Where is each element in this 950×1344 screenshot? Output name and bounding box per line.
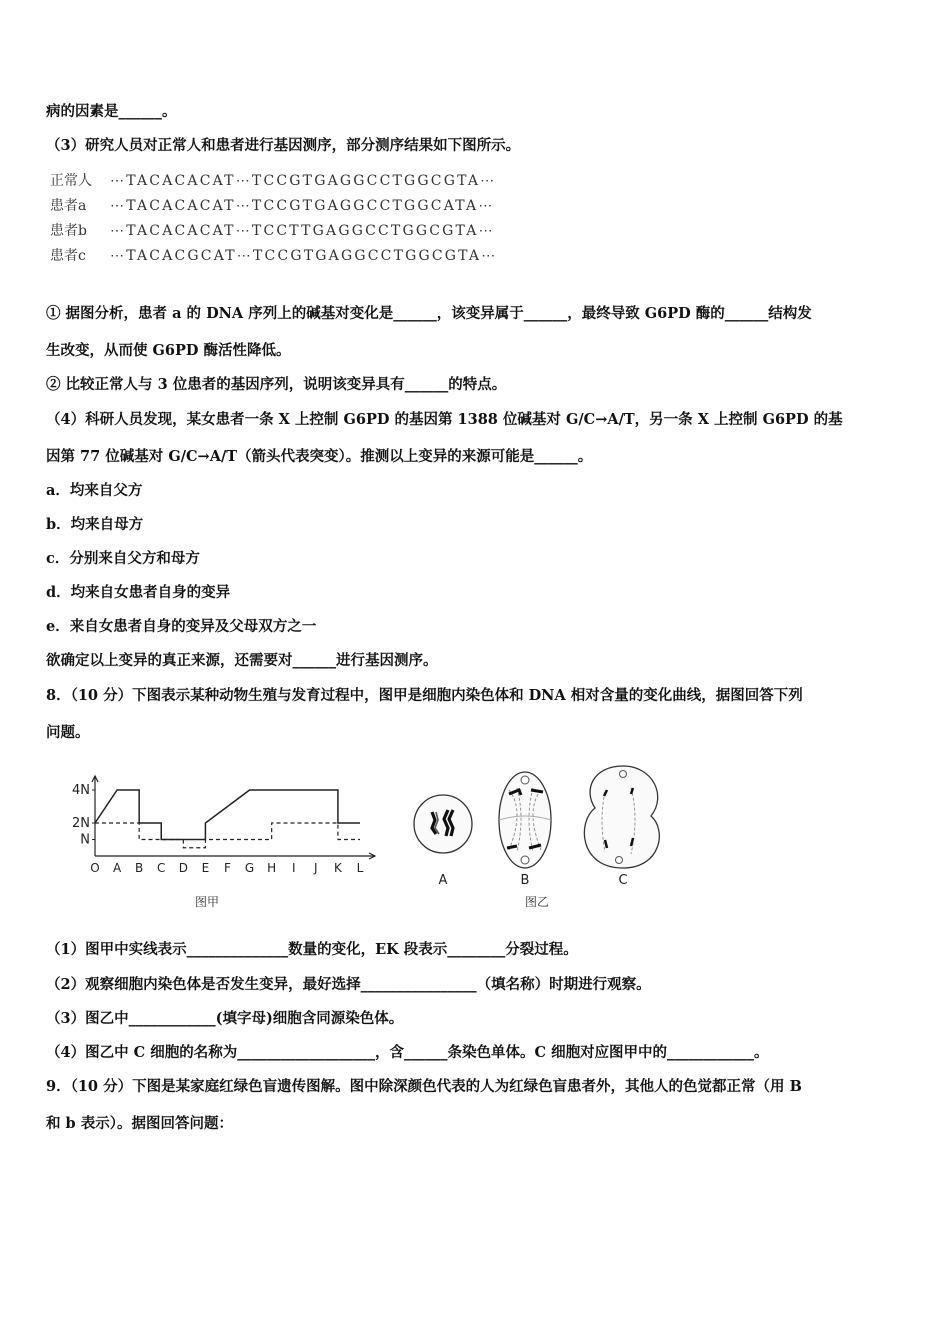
- cell-a: [414, 795, 472, 888]
- sequence-row: [50, 247, 497, 265]
- y-tick-label: N: [80, 832, 90, 848]
- question-8: 8．（10 分）下图表示某种动物生殖与发育过程中，图甲是细胞内染色体和 DNA 相对含量的变化曲线，据图回答下列: [46, 687, 803, 704]
- sequence-label: 患者a: [50, 198, 87, 214]
- text-line: 问题。: [46, 724, 90, 741]
- x-tick-label: L: [356, 861, 364, 875]
- option-e: e．来自女患者自身的变异及父母双方之一: [46, 618, 317, 635]
- cell-label-b: B: [520, 873, 530, 888]
- x-tick-label: I: [291, 861, 296, 875]
- x-tick-label: E: [201, 861, 210, 875]
- sequence-row: [50, 222, 495, 240]
- sequence-row: [50, 172, 496, 190]
- series-solid-line: [95, 790, 360, 840]
- sequence-value: ⋯TACACGCAT⋯TCCGTGAGGCCTGGCGTA⋯: [110, 248, 498, 264]
- text-line: （4）图乙中 C 细胞的名称为___________________，含______条染色单体。C 细胞对应图甲中的____________。: [46, 1044, 769, 1061]
- sequence-value: ⋯TACACACAT⋯TCCTTGAGGCCTGGCGTA⋯: [110, 223, 495, 239]
- text-line: （3）研究人员对正常人和患者进行基因测序，部分测序结果如下图所示。: [46, 137, 521, 154]
- text-line: （1）图甲中实线表示______________数量的变化，EK 段表示________分裂过程。: [46, 941, 578, 958]
- fig-yi: [405, 760, 670, 890]
- sequence-label: 患者b: [50, 223, 87, 239]
- series-dashed-line: [95, 823, 360, 848]
- chart-axes: [92, 776, 375, 859]
- option-b: b．均来自母方: [46, 516, 144, 533]
- option-d: d．均来自女患者自身的变异: [46, 584, 231, 601]
- x-tick-label: A: [112, 861, 122, 875]
- cell-c: [584, 766, 659, 888]
- chart-jia: [50, 768, 390, 883]
- cell-label-a: A: [438, 873, 448, 888]
- text-line: 生改变，从而使 G6PD 酶活性降低。: [46, 342, 291, 359]
- x-tick-label: B: [135, 861, 144, 875]
- option-a: a．均来自父方: [46, 482, 143, 499]
- sequence-value: ⋯TACACACAT⋯TCCGTGAGGCCTGGCGTA⋯: [110, 173, 497, 189]
- text-line: ② 比较正常人与 3 位患者的基因序列，说明该变异具有______的特点。: [46, 376, 507, 393]
- cell-b: [499, 772, 551, 888]
- sequence-value: ⋯TACACACAT⋯TCCGTGAGGCCTGGCATA⋯: [110, 198, 495, 214]
- text-line: （2）观察细胞内染色体是否发生变异，最好选择________________（填名称）时期进行观察。: [46, 976, 651, 993]
- text-line: 病的因素是______。: [46, 103, 177, 120]
- text-line: （4）科研人员发现，某女患者一条 X 上控制 G6PD 的基因第 1388 位碱基对 G/C→A/T，另一条 X 上控制 G6PD 的基: [46, 411, 843, 428]
- sequence-label: 患者c: [50, 248, 86, 264]
- x-tick-label: O: [90, 861, 100, 875]
- sequence-row: [50, 197, 495, 215]
- x-tick-label: D: [178, 861, 188, 875]
- x-tick-label: H: [267, 861, 277, 875]
- text-line: 因第 77 位碱基对 G/C→A/T（箭头代表突变）。推测以上变异的来源可能是______。: [46, 448, 593, 465]
- question-9: 9．（10 分）下图是某家庭红绿色盲遗传图解。图中除深颜色代表的人为红绿色盲患者外，其他人的色觉都正常（用 B: [46, 1078, 802, 1095]
- y-tick-label: 2N: [72, 816, 90, 831]
- fig-jia-caption: 图甲: [195, 895, 220, 909]
- text-line: 和 b 表示）。据图回答问题：: [46, 1115, 233, 1132]
- x-tick-label: J: [314, 861, 318, 875]
- sequence-label: 正常人: [50, 173, 92, 189]
- x-tick-label: F: [224, 861, 231, 875]
- text-line: ① 据图分析，患者 a 的 DNA 序列上的碱基对变化是______，该变异属于______，最终导致 G6PD 酶的______结构发: [46, 305, 812, 322]
- fig-yi-caption: 图乙: [525, 895, 550, 909]
- text-line: 欲确定以上变异的真正来源，还需要对______进行基因测序。: [46, 652, 438, 669]
- x-tick-label: K: [333, 861, 342, 875]
- x-tick-label: C: [157, 861, 166, 875]
- option-c: c．分别来自父方和母方: [46, 550, 200, 567]
- x-tick-label: G: [244, 861, 255, 875]
- cell-label-c: C: [618, 873, 628, 888]
- y-tick-label: 4N: [72, 783, 90, 798]
- text-line: （3）图乙中____________(填字母)细胞含同源染色体。: [46, 1010, 404, 1027]
